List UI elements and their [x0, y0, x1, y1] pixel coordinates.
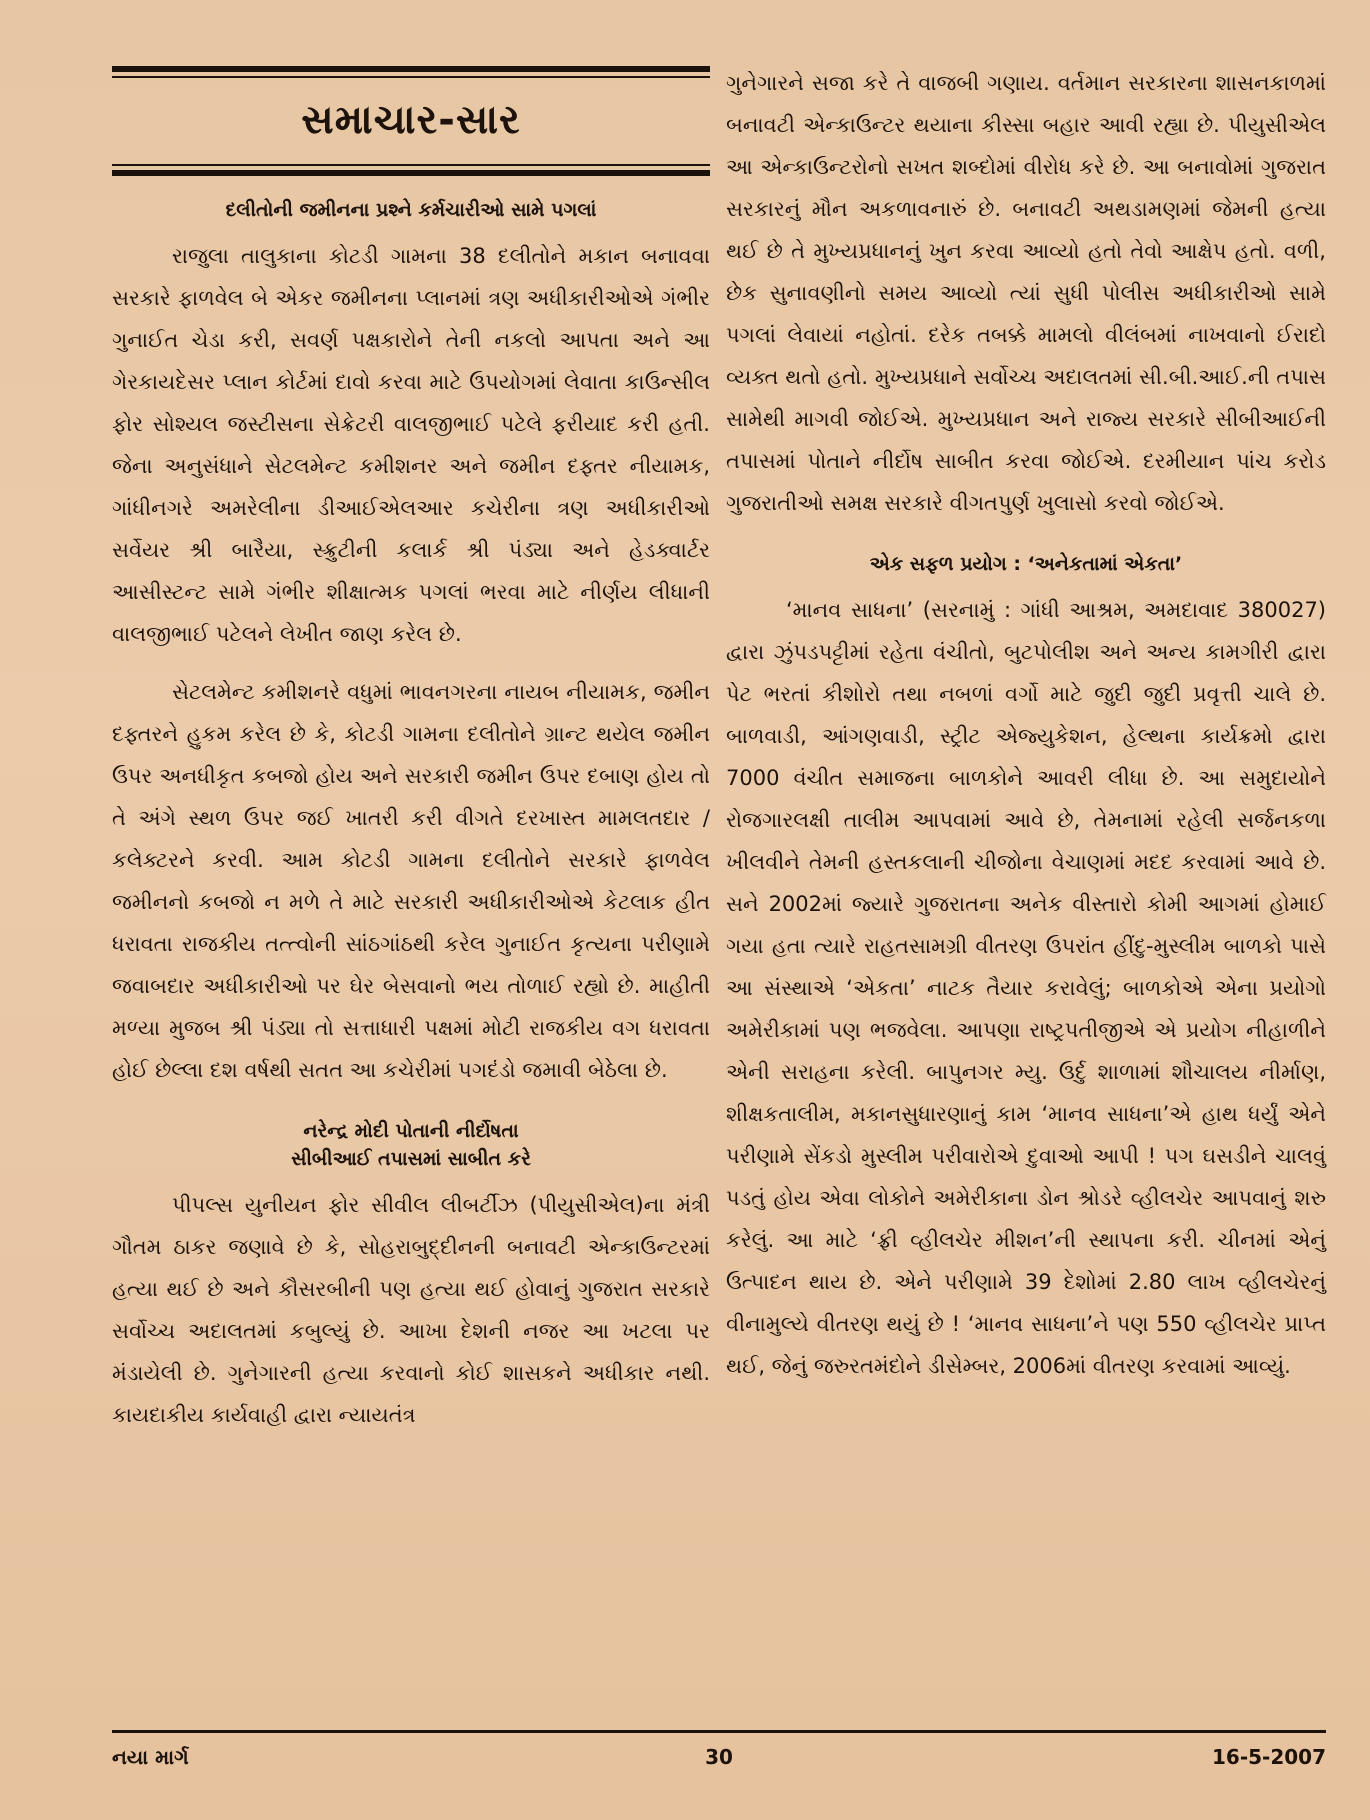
- title-top-rule: [112, 66, 710, 78]
- section-heading-modi-cbi: [112, 1117, 710, 1174]
- title-bottom-rule: [112, 164, 710, 176]
- article-paragraph: ‘માનવ સાધના’ (સરનામું : ગાંધી આશ્રમ, અમદાવાદ 380027) દ્વારા ઝુંપડપટ્ટીમાં રહેતા વંચીતો, બુટપોલીશ અને અન્ય કામગીરી દ્વારા પેટ ભરતાં કીશોરો તથા નબળાં વર્ગો માટે જુદી જુદી પ્રવૃત્તી ચાલે છે. બાળવાડી, આંગણવાડી, સ્ટ્રીટ એજ્યુકેશન, હેલ્થના કાર્યક્રમો દ્વારા 7000 વંચીત સમાજના બાળકોને આવરી લીધા છે. આ સમુદાયોને રોજગારલક્ષી તાલીમ આપવામાં આવે છે, તેમનામાં રહેલી સર્જનકળા ખીલવીને તેમની હસ્તકલાની ચીજોના વેચાણમાં મદદ કરવામાં આવે છે. સને 2002માં જ્યારે ગુજરાતના અનેક વીસ્તારો કોમી આગમાં હોમાઈ ગયા હતા ત્યારે રાહતસામગ્રી વીતરણ ઉપરાંત હીંદુ-મુસ્લીમ બાળકો પાસે આ સંસ્થાએ ‘એકતા’ નાટક તૈયાર કરાવેલું; બાળકોએ એના પ્રયોગો અમેરીકામાં પણ ભજવેલા. આપણા રાષ્ટ્રપતીજીએ એ પ્રયોગ નીહાળીને એની સરાહના કરેલી. બાપુનગર મ્યુ. ઉર્દુ શાળામાં શૌચાલય નીર્માણ, શીક્ષકતાલીમ, મકાનસુધારણાનું કામ ‘માનવ સાધના’એ હાથ ધર્યું એને પરીણામે સેંકડો મુસ્લીમ પરીવારોએ દુવાઓ આપી ! પગ ઘસડીને ચાલવું પડતું હોય એવા લોકોને અમેરીકાના ડોન શ્રોડરે વ્હીલચેર આપવાનું શરુ કરેલું. આ માટે ‘ફ્રી વ્હીલચેર મીશન’ની સ્થાપના કરી. ચીનમાં એનું ઉત્પાદન થાય છે. એને પરીણામે 39 દેશોમાં 2.80 લાખ વ્હીલચેરનું વીનામુલ્યે વીતરણ થયું છે ! ‘માનવ સાધના’ને પણ 550 વ્હીલચેર પ્રાપ્ત થઈ, જેનું જરુરતમંદોને ડીસેમ્બર, 2006માં વીતરણ કરવામાં આવ્યું.: [726, 597, 1326, 1378]
- right-column: [726, 62, 1326, 1387]
- column-title: સમાચાર-સાર: [301, 97, 521, 143]
- article-paragraph: પીપલ્સ યુનીયન ફોર સીવીલ લીબર્ટીઝ (પીયુસીએલ)ના મંત્રી ગૌતમ ઠાકર જણાવે છે કે, સોહરાબુદ્દીનની બનાવટી એન્કાઉન્ટરમાં હત્યા થઈ છે અને કૌસરબીની પણ હત્યા થઈ હોવાનું ગુજરાત સરકારે સર્વોચ્ચ અદાલતમાં કબુલ્યું છે. આખા દેશની નજર આ ખટલા પર મંડાયેલી છે. ગુનેગારની હત્યા કરવાનો કોઈ શાસકને અધીકાર નથી. કાયદાકીય કાર્યવાહી દ્વારા ન્યાયતંત્ર: [112, 1192, 710, 1427]
- section-heading-line: નરેન્દ્ર મોદી પોતાની નીર્દોષતા: [303, 1119, 519, 1142]
- page-number: 30: [705, 1745, 733, 1769]
- article-paragraph: સેટલમેન્ટ કમીશનરે વધુમાં ભાવનગરના નાયબ નીયામક, જમીન દફ્તરને હુકમ કરેલ છે કે, કોટડી ગામના દલીતોને ગ્રાન્ટ થયેલ જમીન ઉપર અનધીકૃત કબજો હોય અને સરકારી જમીન ઉપર દબાણ હોય તો તે અંગે સ્થળ ઉપર જઈ ખાતરી કરી વીગતે દરખાસ્ત મામલતદાર /કલેક્ટરને કરવી. આમ કોટડી ગામના દલીતોને સરકારે ફાળવેલ જમીનનો કબજો ન મળે તે માટે સરકારી અધીકારીઓએ કેટલાક હીત ધરાવતા રાજકીય તત્ત્વોની સાંઠગાંઠથી કરેલ ગુનાઈત કૃત્યના પરીણામે જવાબદાર અધીકારીઓ પર ઘેર બેસવાનો ભય તોળાઈ રહ્યો છે. માહીતી મળ્યા મુજબ શ્રી પંડ્યા તો સત્તાધારી પક્ષમાં મોટી રાજકીય વગ ધરાવતા હોઈ છેલ્લા દશ વર્ષથી સતત આ કચેરીમાં પગદંડો જમાવી બેઠેલા છે.: [112, 679, 710, 1082]
- section-heading-dalit-land: દલીતોની જમીનના પ્રશ્ને કર્મચારીઓ સામે પગલાં: [225, 199, 597, 221]
- article-paragraph: રાજુલા તાલુકાના કોટડી ગામના 38 દલીતોને મકાન બનાવવા સરકારે ફાળવેલ બે એકર જમીનના પ્લાનમાં ત્રણ અધીકારીઓએ ગંભીર ગુનાઈત ચેડા કરી, સવર્ણ પક્ષકારોને તેની નકલો આપતા અને આ ગેરકાયદેસર પ્લાન કોર્ટમાં દાવો કરવા માટે ઉપયોગમાં લેવાતા કાઉન્સીલ ફોર સોશ્યલ જસ્ટીસના સેક્રેટરી વાલજીભાઈ પટેલે ફરીયાદ કરી હતી. જેના અનુસંધાને સેટલમેન્ટ કમીશનર અને જમીન દફ્તર નીયામક, ગાંધીનગરે અમરેલીના ડીઆઈએલઆર કચેરીના ત્રણ અધીકારીઓ સર્વેયર શ્રી બારૈયા, સ્ક્રુટીની કલાર્ક શ્રી પંડ્યા અને હેડક્વાર્ટર આસીસ્ટન્ટ સામે ગંભીર શીક્ષાત્મક પગલાં ભરવા માટે નીર્ણય લીધાની વાલજીભાઈ પટેલને લેખીત જાણ કરેલ છે.: [112, 243, 710, 646]
- article-paragraph-continued: ગુનેગારને સજા કરે તે વાજબી ગણાય. વર્તમાન સરકારના શાસનકાળમાં બનાવટી એન્કાઉન્ટર થયાના કીસ્સા બહાર આવી રહ્યા છે. પીયુસીએલ આ એન્કાઉન્ટરોનો સખત શબ્દોમાં વીરોધ કરે છે. આ બનાવોમાં ગુજરાત સરકારનું મૌન અકળાવનારું છે. બનાવટી અથડામણમાં જેમની હત્યા થઈ છે તે મુખ્યપ્રધાનનું ખુન કરવા આવ્યો હતો તેવો આક્ષેપ હતો. વળી, છેક સુનાવણીનો સમય આવ્યો ત્યાં સુધી પોલીસ અધીકારીઓ સામે પગલાં લેવાયાં નહોતાં. દરેક તબક્કે મામલો વીલંબમાં નાખવાનો ઈરાદો વ્યક્ત થતો હતો. મુખ્યપ્રધાને સર્વોચ્ચ અદાલતમાં સી.બી.આઈ.ની તપાસ સામેથી માગવી જોઈએ. મુખ્યપ્રધાન અને રાજ્ય સરકારે સીબીઆઈની તપાસમાં પોતાને નીર્દોષ સાબીત કરવા જોઈએ. દરમીયાન પાંચ કરોડ ગુજરાતીઓ સમક્ષ સરકારે વીગતપુર્ણ ખુલાસો કરવો જોઈએ.: [726, 71, 1326, 515]
- publication-name: નયા માર્ગ: [112, 1745, 189, 1769]
- left-column: [112, 62, 710, 1436]
- section-heading-unity: એક સફળ પ્રયોગ : ‘અનેકતામાં એકતા’: [869, 553, 1183, 575]
- page-footer: [112, 1730, 1326, 1773]
- issue-date: 16-5-2007: [1211, 1745, 1326, 1769]
- section-heading-line: સીબીઆઈ તપાસમાં સાબીત કરે: [291, 1148, 531, 1170]
